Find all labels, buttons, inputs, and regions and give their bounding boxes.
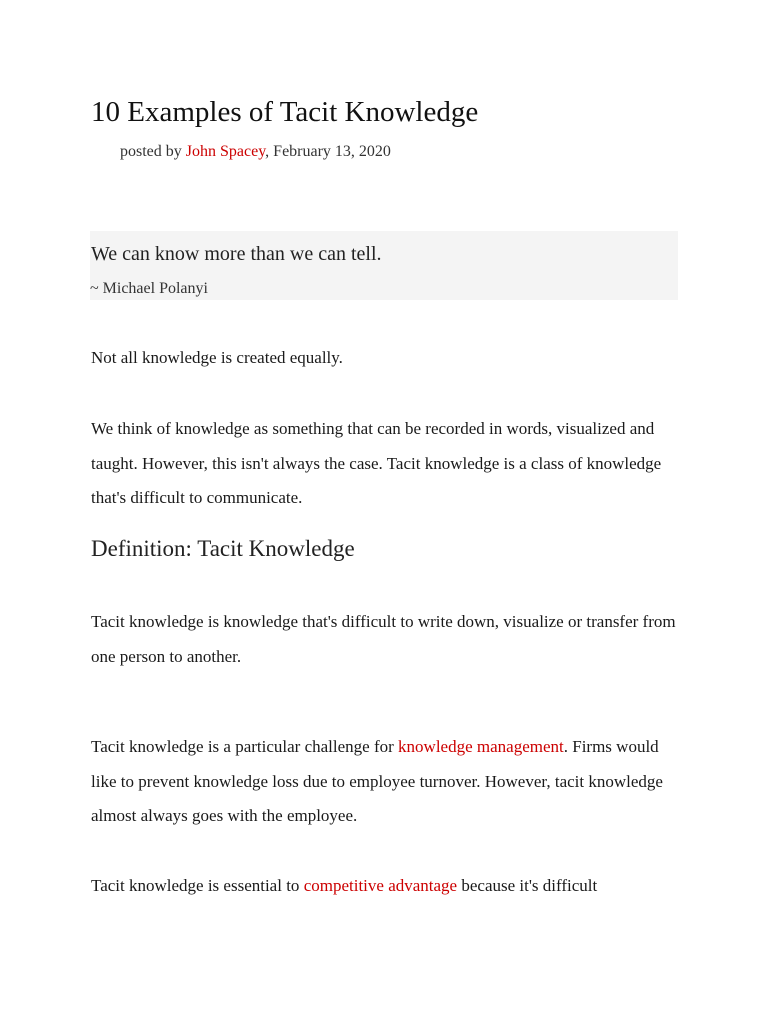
paragraph-competitive-advantage <box>91 869 681 904</box>
quote-text: We can know more than we can tell. <box>91 243 382 265</box>
p4-text-before: Tacit knowledge is a particular challenge for <box>91 737 399 756</box>
section-heading-definition: Definition: Tacit Knowledge <box>91 536 355 561</box>
p5-text-before: Tacit knowledge is essential to <box>91 876 304 895</box>
quote-author: ~ Michael Polanyi <box>90 280 208 297</box>
competitive-advantage-link[interactable]: competitive advantage <box>303 876 458 895</box>
paragraph-intro: Not all knowledge is created equally. <box>91 348 343 367</box>
article-byline <box>120 141 391 163</box>
article-title: 10 Examples of Tacit Knowledge <box>91 96 479 128</box>
byline-prefix: posted by <box>120 143 186 160</box>
p5-text-after: because it's difficult <box>457 876 598 895</box>
paragraph-definition: Tacit knowledge is knowledge that's difficult to write down, visualize or transfer from one person to another. <box>91 612 676 666</box>
author-link[interactable]: John Spacey <box>185 143 266 160</box>
paragraph-knowledge-management <box>91 730 681 834</box>
knowledge-management-link[interactable]: knowledge management <box>398 737 564 756</box>
p4-text-after: . Firms would like to prevent knowledge loss due to employee turnover. However, tacit knowledge almost always goes with the employee. <box>91 737 663 825</box>
blockquote <box>90 231 678 300</box>
byline-date: , February 13, 2020 <box>265 143 391 160</box>
paragraph-knowledge-recorded: We think of knowledge as something that can be recorded in words, visualized and taught. However, this isn't always the case. Tacit knowledge is a class of knowledge that's difficult to communicate. <box>91 419 662 507</box>
